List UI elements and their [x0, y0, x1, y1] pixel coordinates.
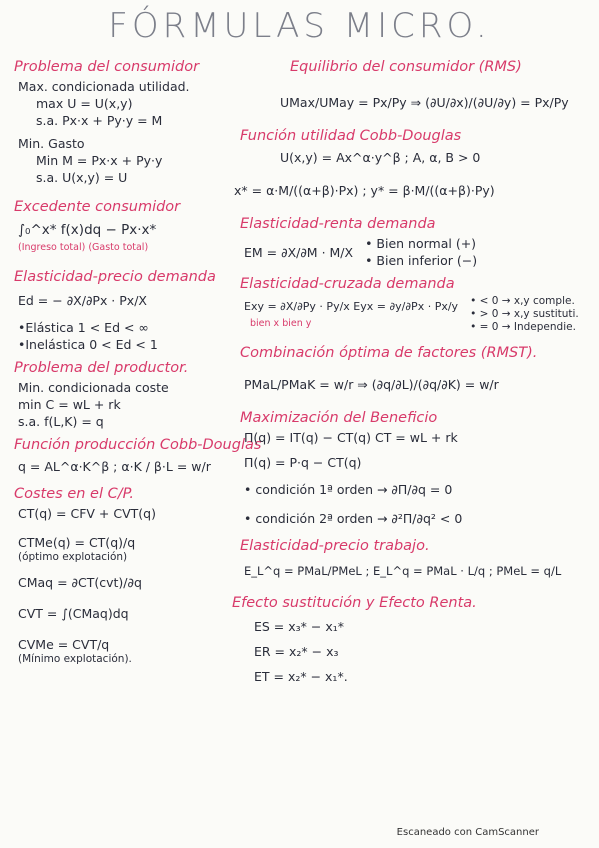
section-consumer-problem — [14, 58, 269, 186]
formula-line: Min. condicionada coste — [18, 380, 169, 395]
formula-line: Max. condicionada utilidad. — [18, 79, 190, 94]
section-heading: Combinación óptima de factores (RMST). — [240, 345, 538, 361]
formula-line: Π(q) = IT(q) − CT(q) CT = wL + rk — [244, 430, 458, 445]
formula-line: • = 0 → Independie. — [470, 321, 576, 333]
formula-line: •Inelástica 0 < Ed < 1 — [18, 337, 158, 352]
formula-line: CVMe = CVT/q — [18, 637, 110, 652]
left-column — [14, 52, 269, 666]
section-income-elasticity — [240, 215, 585, 269]
formula-line: CMaq = ∂CT(cvt)/∂q — [18, 575, 142, 590]
formula-line: q = AL^α·K^β ; α·K / β·L = w/r — [18, 459, 211, 474]
right-column — [232, 52, 585, 685]
section-production-function — [14, 436, 269, 475]
formula-line: Min. Gasto — [18, 136, 85, 151]
section-cross-elasticity — [240, 275, 585, 334]
section-optimal-factors — [240, 344, 585, 393]
formula-line: • Bien inferior (−) — [365, 253, 478, 268]
formula-note: (óptimo explotación) — [18, 551, 128, 563]
formula-note: (Mínimo explotación). — [18, 653, 132, 665]
formula-line: s.a. Px·x + Py·y = M — [36, 113, 163, 128]
formula-line: EM = ∂X/∂M · M/X — [244, 244, 354, 260]
section-heading: Función utilidad Cobb-Douglas — [240, 128, 462, 144]
formula-line: min C = wL + rk — [18, 397, 121, 412]
formula-line: ET = x₂* − x₁*. — [254, 669, 348, 684]
section-heading: Problema del consumidor — [14, 59, 200, 75]
formula-note: (Ingreso total) (Gasto total) — [18, 242, 149, 253]
section-profit-max — [240, 409, 585, 527]
formula-line: ∫₀^x* f(x)dq − Px·x* — [18, 222, 157, 238]
formula-line: Ed = − ∂X/∂Px · Px/X — [18, 293, 147, 308]
section-substitution-income — [232, 594, 585, 685]
formula-line: ER = x₂* − x₃ — [254, 644, 339, 659]
section-producer-problem — [14, 359, 269, 430]
section-heading: Función producción Cobb-Douglas — [14, 437, 262, 453]
formula-line: Min M = Px·x + Py·y — [36, 153, 163, 168]
formula-line: U(x,y) = Ax^α·y^β ; A, α, B > 0 — [280, 150, 481, 165]
section-heading: Elasticidad-cruzada demanda — [240, 276, 455, 292]
formula-line: UMax/UMay = Px/Py ⇒ (∂U/∂x)/(∂U/∂y) = Px/Py — [280, 95, 569, 110]
section-heading: Excedente consumidor — [14, 199, 181, 215]
section-heading: Elasticidad-renta demanda — [240, 216, 436, 232]
formula-line: • condición 2ª orden → ∂²Π/∂q² < 0 — [244, 511, 463, 526]
formula-line: • condición 1ª orden → ∂Π/∂q = 0 — [244, 482, 453, 497]
formula-line: s.a. f(L,K) = q — [18, 414, 104, 429]
formula-line: ES = x₃* − x₁* — [254, 619, 344, 634]
formula-note: bien x bien y — [250, 317, 312, 329]
section-short-run-costs — [14, 485, 269, 666]
formula-line: CVT = ∫(CMaq)dq — [18, 606, 129, 621]
formula-line: • Bien normal (+) — [365, 236, 477, 251]
section-utility-cobb-douglas — [234, 127, 585, 199]
formula-line: s.a. U(x,y) = U — [36, 170, 128, 185]
page-title: FÓRMULAS MICRO. — [108, 6, 491, 46]
section-consumer-surplus — [14, 198, 269, 256]
formula-line: CT(q) = CFV + CVT(q) — [18, 506, 156, 521]
formula-line: •Elástica 1 < Ed < ∞ — [18, 320, 149, 335]
formula-line: Π(q) = P·q − CT(q) — [244, 455, 362, 470]
formula-line: max U = U(x,y) — [36, 96, 133, 111]
section-heading: Costes en el C/P. — [14, 486, 134, 502]
section-heading: Elasticidad-precio trabajo. — [240, 538, 430, 554]
formula-line: • > 0 → x,y sustituti. — [470, 308, 579, 320]
formula-line: x* = α·M/((α+β)·Px) ; y* = β·M/((α+β)·Py) — [234, 183, 495, 198]
formula-line: E_L^q = PMaL/PMeL ; E_L^q = PMaL · L/q ; PMeL = q/L — [244, 564, 562, 578]
section-heading: Elasticidad-precio demanda — [14, 269, 216, 285]
section-heading: Equilibrio del consumidor (RMS) — [290, 59, 522, 75]
section-labor-elasticity — [240, 537, 585, 580]
formula-line: CTMe(q) = CT(q)/q — [18, 535, 136, 550]
formula-line: PMaL/PMaK = w/r ⇒ (∂q/∂L)/(∂q/∂K) = w/r — [244, 377, 499, 392]
section-heading: Efecto sustitución y Efecto Renta. — [232, 595, 477, 611]
section-price-elasticity — [14, 268, 269, 353]
section-heading: Maximización del Beneficio — [240, 410, 438, 426]
scanner-footer: Escaneado con CamScanner — [396, 827, 539, 838]
section-heading: Problema del productor. — [14, 360, 189, 376]
formula-line: Exy = ∂X/∂Py · Py/x Eyx = ∂y/∂Px · Px/y — [244, 299, 459, 313]
formula-line: • < 0 → x,y comple. — [470, 295, 575, 307]
section-consumer-equilibrium — [240, 58, 585, 111]
